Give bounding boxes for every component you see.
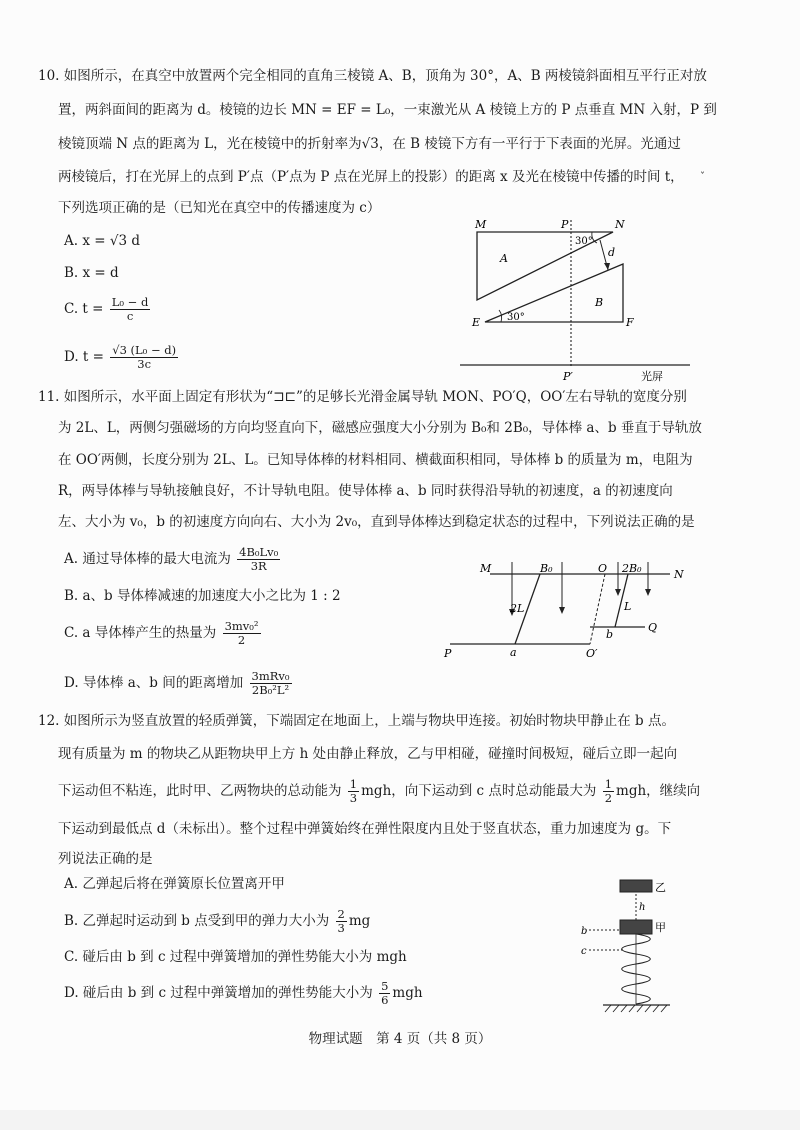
block-jia [620,920,652,934]
q11-line-3: 在 OO′两侧，长度分别为 2L、L。已知导体棒的材料相同、横截面积相同，导体棒 b 的质量为 m，电阻为 [58,452,693,468]
q12-fraction-one-third [348,778,359,805]
q12-option-b-den: 3 [337,921,345,935]
label-h: h [639,902,646,913]
label-2L: 2L [510,602,525,615]
label-B: B [595,296,604,309]
q11-option-d-fraction [250,670,292,697]
q10-option-d-num: √3 (L₀ − d) [112,343,177,357]
q12-option-d-den: 6 [381,993,389,1007]
page-bottom-margin [0,1110,800,1130]
label-N-rail: N [674,568,684,581]
q12-option-d-fraction [379,980,390,1007]
q12-option-a[interactable]: A. 乙弹起后将在弹簧原长位置离开甲 [64,876,285,892]
q11-option-c-label: C. a 导体棒产生的热量为 [64,625,217,641]
q11-line-1: 11. 如图所示，水平面上固定有形状为“⊐⊏”的足够长光滑金属导轨 MON、PO′Q，OO′左右导轨的宽度分别 [38,389,687,405]
label-B0: B₀ [540,562,553,575]
q12-line-3-part-b: mgh，向下运动到 c 点时总动能最大为 [361,783,597,799]
q12-option-d-num: 5 [381,979,389,993]
q12-option-d-label: D. 碰后由 b 到 c 过程中弹簧增加的弹性势能大小为 [64,985,373,1001]
label-L: L [624,600,632,613]
label-O-prime: O′ [586,647,598,660]
label-E: E [472,316,481,329]
q10-option-c-fraction [110,296,151,323]
q11-option-c-den: 2 [237,633,246,647]
label-c-point: c [581,946,587,957]
label-F: F [626,316,634,329]
q10-line-5: 下列选项正确的是（已知光在真空中的传播速度为 c） [58,200,381,216]
q10-option-c-den: c [126,309,134,323]
ground-hatching [605,1005,667,1012]
q10-line-4: 两棱镜后，打在光屏上的点到 P′点（P′点为 P 点在光屏上的投影）的距离 x 及光在棱镜中传播的时间 t， [58,169,684,185]
q10-line-3: 棱镜顶端 N 点的距离为 L，光在棱镜中的折射率为√3，在 B 棱镜下方有一平行于下表面的光屏。光通过 [58,136,681,152]
field-arrowhead-2 [559,607,565,614]
q10-option-d-label: D. t = [64,349,104,365]
q11-option-d-den: 2B₀²L² [251,683,290,697]
q12-option-c[interactable]: C. 碰后由 b 到 c 过程中弹簧增加的弹性势能大小为 mgh [64,949,407,965]
label-2B0: 2B₀ [622,562,642,575]
q10-line-2: 置，两斜面间的距离为 d。棱镜的边长 MN = EF = L₀，一束激光从 A 棱镜上方的 P 点垂直 MN 入射，P 到 [58,102,717,118]
label-a-rod: a [510,646,517,659]
q11-option-a-num: 4B₀Lv₀ [239,545,279,559]
field-arrowhead-3 [615,589,621,596]
label-P-prime: P′ [563,370,573,383]
q10-option-c-label: C. t = [64,301,104,317]
q11-line-4: R，两导体棒与导轨接触良好，不计导轨电阻。使导体棒 a、b 同时获得沿导轨的初速度，a 的初速度向 [58,483,673,499]
q12-option-d-unit: mgh [392,985,423,1001]
label-yi: 乙 [655,881,666,894]
q12-fraction-2-num: 1 [604,777,613,791]
q10-line-1: 10. 如图所示，在真空中放置两个完全相同的直角三棱镜 A、B，顶角为 30°，A、B 两棱镜斜面相互平行正对放 [38,68,707,84]
label-angle-bottom: 30° [507,312,525,323]
q10-option-c[interactable] [64,296,152,323]
block-yi [620,880,652,892]
label-jia: 甲 [655,921,666,934]
gap-d-arrowhead [604,263,610,270]
label-O: O [598,562,608,575]
q11-option-a[interactable] [64,546,282,573]
q10-option-d-fraction [110,344,178,371]
label-M: M [475,218,487,231]
label-M-rail: M [480,562,492,575]
q10-option-a[interactable]: A. x = √3 d [64,233,140,249]
q10-option-b[interactable]: B. x = d [64,265,119,281]
q11-option-c[interactable] [64,620,263,647]
q12-option-b-unit: mg [348,913,371,929]
q12-option-b-fraction [336,908,347,935]
q12-option-b-num: 2 [337,907,345,921]
q11-option-a-fraction [237,546,280,573]
q11-option-c-num: 3mv₀² [224,619,259,633]
boundary-oo-prime [590,574,605,644]
label-P-rail: P [444,647,452,660]
label-d: d [608,246,616,259]
q10-prism-figure [455,210,695,385]
label-angle-top: 30° [575,236,593,247]
label-A: A [500,252,508,265]
q11-option-b[interactable]: B. a、b 导体棒减速的加速度大小之比为 1 : 2 [64,588,341,604]
q12-line-4: 下运动到最低点 d（未标出）。整个过程中弹簧始终在弹性限度内且处于竖直状态，重力加速度为 g。下 [58,821,672,837]
q12-line-3-part-a: 下运动但不粘连，此时甲、乙两物块的总动能为 [58,783,342,799]
q12-fraction-1-num: 1 [349,777,358,791]
q12-spring-figure [575,872,690,1017]
q11-option-d[interactable] [64,670,294,697]
q11-option-c-fraction [223,620,261,647]
stray-mark: ˇ [700,172,705,183]
q11-option-a-label: A. 通过导体棒的最大电流为 [64,551,231,567]
label-screen: 光屏 [641,370,663,383]
q11-line-5: 左、大小为 v₀，b 的初速度方向向右、大小为 2v₀，直到导体棒达到稳定状态的过程中，下列说法正确的是 [58,514,695,530]
q12-fraction-1-den: 3 [349,791,358,805]
label-Q: Q [648,621,658,634]
q12-line-5: 列说法正确的是 [58,851,153,867]
page-footer: 物理试题 第 4 页（共 8 页） [308,1031,492,1047]
q12-fraction-one-half [603,778,614,805]
q10-option-d[interactable] [64,344,180,371]
q11-line-2: 为 2L、L，两侧匀强磁场的方向均竖直向下，磁感应强度大小分别为 B₀和 2B₀，导体棒 a、b 垂直于导轨放 [58,420,702,436]
field-arrowhead-4 [645,589,651,596]
q11-option-d-num: 3mRv₀ [251,669,290,683]
q10-option-d-den: 3c [137,357,152,371]
q12-option-d[interactable] [64,980,423,1007]
q12-option-b[interactable] [64,908,370,935]
q12-line-3-part-c: mgh，继续向 [616,783,701,799]
q11-option-a-den: 3R [250,559,267,573]
q12-line-1: 12. 如图所示为竖直放置的轻质弹簧，下端固定在地面上，上端与物块甲连接。初始时物块甲静止在 b 点。 [38,713,675,729]
q11-rail-figure [440,532,690,662]
label-b-point: b [581,926,588,937]
label-b-rod: b [606,628,614,641]
q12-fraction-2-den: 2 [604,791,613,805]
label-P: P [561,218,569,231]
prism-b [485,264,623,322]
q12-line-2: 现有质量为 m 的物块乙从距物块甲上方 h 处由静止释放，乙与甲相碰，碰撞时间极短，碰后立即一起向 [58,746,678,762]
q12-line-3 [58,778,700,805]
q11-option-d-label: D. 导体棒 a、b 间的距离增加 [64,675,244,691]
q12-option-b-label: B. 乙弹起时运动到 b 点受到甲的弹力大小为 [64,913,330,929]
label-N: N [615,218,625,231]
q10-option-c-num: L₀ − d [111,295,149,309]
